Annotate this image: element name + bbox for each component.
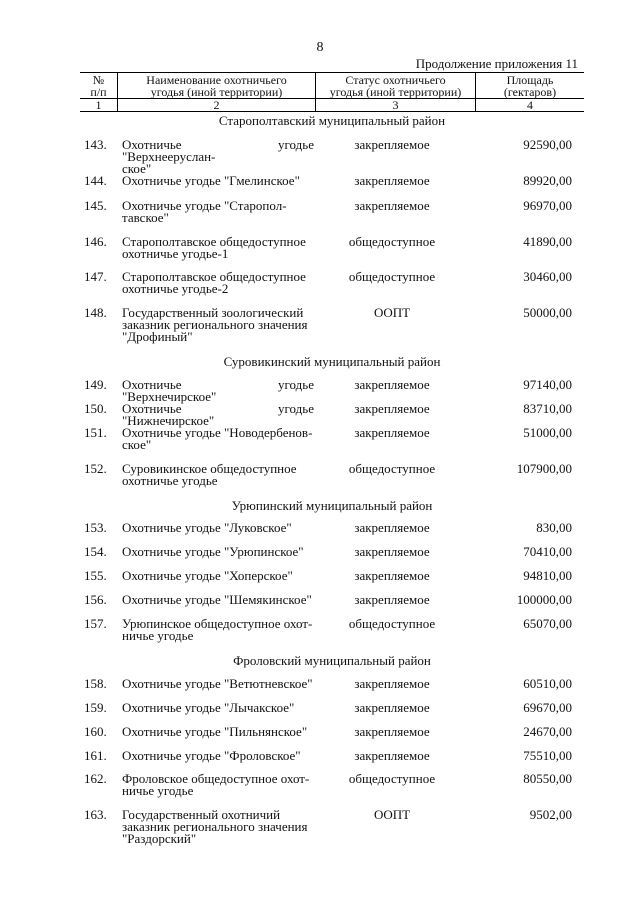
row-status: закрепляемое bbox=[354, 676, 430, 691]
page-number: 8 bbox=[316, 40, 324, 55]
row-area: 75510,00 bbox=[523, 748, 572, 763]
row-number: 155. bbox=[84, 568, 107, 583]
row-area: 51000,00 bbox=[523, 425, 572, 440]
row-area: 96970,00 bbox=[523, 198, 572, 213]
row-status: общедоступное bbox=[348, 771, 436, 786]
row-name: Фроловское общедоступное охот- ничье угодье bbox=[122, 771, 310, 798]
row-area: 60510,00 bbox=[523, 676, 572, 691]
row-status: закрепляемое bbox=[354, 700, 430, 715]
row-number: 156. bbox=[84, 592, 107, 607]
row-number: 153. bbox=[84, 520, 107, 535]
row-status: закрепляемое bbox=[354, 137, 430, 152]
row-area: 94810,00 bbox=[523, 568, 572, 583]
row-status: закрепляемое bbox=[354, 401, 430, 416]
section-title: Урюпинский муниципальный район bbox=[231, 498, 433, 513]
row-number: 147. bbox=[84, 269, 107, 284]
row-number: 158. bbox=[84, 676, 107, 691]
row-name: Охотничье угодье "Ветютневское" bbox=[122, 676, 313, 691]
row-name: Государственный зоологический заказник регионального значения "Дрофиный" bbox=[122, 305, 308, 344]
row-status: закрепляемое bbox=[354, 592, 430, 607]
row-status: закрепляемое bbox=[354, 544, 430, 559]
row-status: ООПТ bbox=[373, 807, 411, 822]
section-title: Фроловский муниципальный район bbox=[233, 653, 431, 668]
row-number: 150. bbox=[84, 401, 107, 416]
row-area: 89920,00 bbox=[523, 173, 572, 188]
row-status: общедоступное bbox=[348, 269, 436, 284]
row-number: 154. bbox=[84, 544, 107, 559]
row-name: Охотничье угодье "Гмелинское" bbox=[122, 173, 300, 188]
row-name: Охотничье угодье "Луковское" bbox=[122, 520, 292, 535]
header-col-name: Наименование охотничьего угодья (иной территории) bbox=[117, 73, 315, 98]
row-area: 830,00 bbox=[536, 520, 572, 535]
header-col-area: Площадь (гектаров) bbox=[475, 73, 584, 98]
row-status: общедоступное bbox=[348, 616, 436, 631]
row-name: Охотничье угодье "Фроловское" bbox=[122, 748, 301, 763]
row-area: 65070,00 bbox=[523, 616, 572, 631]
row-name: Охотничье угодье "Нижнечирское" bbox=[122, 401, 314, 428]
row-number: 143. bbox=[84, 137, 107, 152]
row-area: 9502,00 bbox=[529, 807, 572, 822]
row-status: общедоступное bbox=[348, 234, 436, 249]
row-area: 83710,00 bbox=[523, 401, 572, 416]
row-name: Охотничье угодье "Верхнееруслан- ское" bbox=[122, 137, 314, 176]
row-area: 24670,00 bbox=[523, 724, 572, 739]
row-area: 50000,00 bbox=[523, 305, 572, 320]
row-status: закрепляемое bbox=[354, 425, 430, 440]
section-title: Суровикинский муниципальный район bbox=[223, 354, 441, 369]
row-number: 163. bbox=[84, 807, 107, 822]
row-number: 159. bbox=[84, 700, 107, 715]
section-title: Старополтавский муниципальный район bbox=[218, 113, 446, 128]
row-number: 161. bbox=[84, 748, 107, 763]
row-status: закрепляемое bbox=[354, 724, 430, 739]
row-area: 107900,00 bbox=[516, 461, 572, 476]
row-name: Охотничье угодье "Старопол- тавское" bbox=[122, 198, 287, 225]
row-number: 145. bbox=[84, 198, 107, 213]
row-name: Охотничье угодье "Новодербенов- ское" bbox=[122, 425, 313, 452]
row-area: 100000,00 bbox=[516, 592, 572, 607]
row-number: 151. bbox=[84, 425, 107, 440]
row-area: 70410,00 bbox=[523, 544, 572, 559]
row-name: Охотничье угодье "Хоперское" bbox=[122, 568, 293, 583]
header-num-4: 4 bbox=[475, 99, 584, 111]
row-number: 144. bbox=[84, 173, 107, 188]
row-name: Старополтавское общедоступное охотничье угодье-2 bbox=[122, 269, 306, 296]
row-name: Охотничье угодье "Урюпинское" bbox=[122, 544, 304, 559]
table-header bbox=[80, 72, 584, 112]
row-name: Старополтавское общедоступное охотничье угодье-1 bbox=[122, 234, 306, 261]
row-name: Охотничье угодье "Пильнянское" bbox=[122, 724, 308, 739]
header-col-status: Статус охотничьего угодья (иной территории) bbox=[315, 73, 475, 98]
row-number: 162. bbox=[84, 771, 107, 786]
row-status: закрепляемое bbox=[354, 568, 430, 583]
row-name: Суровикинское общедоступное охотничье угодье bbox=[122, 461, 297, 488]
header-num-1: 1 bbox=[95, 98, 102, 112]
row-status: закрепляемое bbox=[354, 198, 430, 213]
row-status: закрепляемое bbox=[354, 520, 430, 535]
row-number: 160. bbox=[84, 724, 107, 739]
header-num-2: 2 bbox=[117, 99, 315, 111]
row-number: 152. bbox=[84, 461, 107, 476]
row-number: 149. bbox=[84, 377, 107, 392]
row-area: 80550,00 bbox=[523, 771, 572, 786]
row-area: 97140,00 bbox=[523, 377, 572, 392]
header-num-3: 3 bbox=[315, 99, 475, 111]
row-status: закрепляемое bbox=[354, 377, 430, 392]
row-status: общедоступное bbox=[348, 461, 436, 476]
row-number: 157. bbox=[84, 616, 107, 631]
row-name: Охотничье угодье "Шемякинское" bbox=[122, 592, 312, 607]
row-status: закрепляемое bbox=[354, 748, 430, 763]
row-number: 148. bbox=[84, 305, 107, 320]
appendix-note: Продолжение приложения 11 bbox=[415, 56, 578, 71]
row-name: Государственный охотничий заказник регионального значения "Раздорский" bbox=[122, 807, 308, 846]
row-status: ООПТ bbox=[373, 305, 411, 320]
row-name: Охотничье угодье "Верхнечирское" bbox=[122, 377, 314, 404]
row-number: 146. bbox=[84, 234, 107, 249]
row-area: 92590,00 bbox=[523, 137, 572, 152]
row-area: 30460,00 bbox=[523, 269, 572, 284]
row-name: Охотничье угодье "Лычакское" bbox=[122, 700, 295, 715]
header-col-number: № п/п bbox=[90, 73, 107, 99]
row-status: закрепляемое bbox=[354, 173, 430, 188]
row-name: Урюпинское общедоступное охот- ничье угодье bbox=[122, 616, 313, 643]
row-area: 69670,00 bbox=[523, 700, 572, 715]
row-area: 41890,00 bbox=[523, 234, 572, 249]
